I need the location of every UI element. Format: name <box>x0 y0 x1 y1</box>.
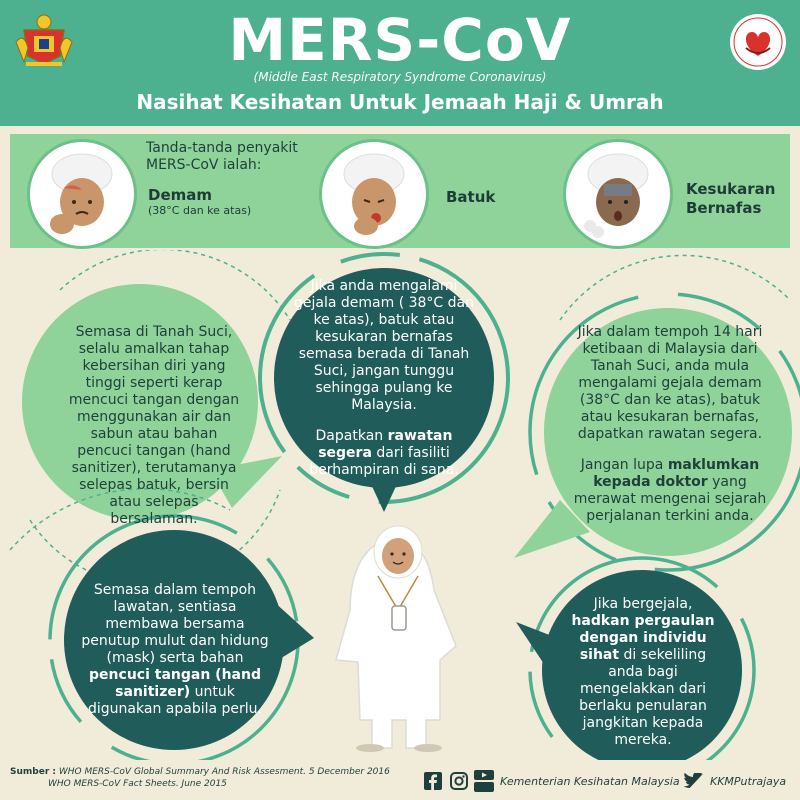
cough-face-icon <box>326 146 422 242</box>
symptom-breathing-label: Kesukaran Bernafas <box>686 180 776 217</box>
bubble-top-right-para-2-pre: Jangan lupa <box>580 457 668 473</box>
breathing-face-icon <box>570 146 666 242</box>
bubble-top-left-text: Semasa di Tanah Suci, selalu amalkan tahap kebersihan diri yang tinggi seperti kerap mencuci tangan dengan menggunakan air dan sabun atau bahan pencuci tangan (hand sanitizer), terutamanya selepas batuk, bersin atau selepas bersalaman. <box>68 324 240 527</box>
symptom-fever-note: (38°C dan ke atas) <box>148 204 252 217</box>
bubble-bottom-right-text <box>570 596 716 749</box>
page-tagline: Nasihat Kesihatan Untuk Jemaah Haji & Umrah <box>136 90 664 114</box>
symptom-fever-label: Demam <box>148 186 213 204</box>
facebook-page-name[interactable]: Kementerian Kesihatan Malaysia <box>500 775 680 788</box>
pilgrim-figure-icon <box>336 526 456 752</box>
bubble-bottom-left-text <box>80 582 270 718</box>
page-title: MERS-CoV <box>228 6 572 74</box>
instagram-icon[interactable] <box>450 772 468 790</box>
symptoms-intro: Tanda-tanda penyakit MERS-CoV ialah: <box>146 140 298 173</box>
twitter-icon[interactable] <box>684 773 704 789</box>
bubble-bottom-left-post: untuk digunakan apabila perlu. <box>88 684 262 717</box>
bubble-center-para-2-bold: rawatan segera <box>318 428 453 461</box>
bubble-bottom-right-post: di sekeliling anda bagi mengelakkan dari berlaku penularan jangkitan kepada mereka. <box>579 647 707 748</box>
source-1: WHO MERS-CoV Global Summary And Risk Assesment. 5 December 2016 <box>58 767 390 777</box>
fever-face-icon <box>34 146 130 242</box>
fever-illustration <box>30 142 134 246</box>
bubble-bottom-right-bold: hadkan pergaulan dengan individu sihat <box>571 613 715 663</box>
source-label: Sumber : <box>10 767 56 777</box>
bubble-center-para-2 <box>292 428 476 479</box>
page-subtitle: (Middle East Respiratory Syndrome Coronavirus) <box>253 70 547 84</box>
bubble-bottom-left-bold: pencuci tangan (hand sanitizer) <box>89 667 261 700</box>
bubble-top-right-para-2 <box>572 457 768 525</box>
bubble-center-text <box>292 278 476 493</box>
cough-illustration <box>322 142 426 246</box>
facebook-icon[interactable] <box>424 772 442 790</box>
bubble-center-para-1: Jika anda mengalami gejala demam ( 38°C dan ke atas), batuk atau kesukaran bernafas semasa berada di Tanah Suci, jangan tunggu sehingga pulang ke Malaysia. <box>294 278 474 413</box>
bubble-top-right-text <box>572 324 768 539</box>
bubble-top-right-para-2-bold: maklumkan kepada doktor <box>593 457 760 490</box>
bubble-bottom-left-pre: Semasa dalam tempoh lawatan, sentiasa membawa bersama penutup mulut dan hidung (mask) serta bahan <box>81 582 269 666</box>
ministry-logo-icon <box>728 12 788 72</box>
bubble-top-right-para-1: Jika dalam tempoh 14 hari ketibaan di Malaysia dari Tanah Suci, anda mula mengalami gejala demam (38°C dan ke atas), batuk atau kesukaran bernafas, dapatkan rawatan segera. <box>577 324 763 442</box>
bubble-top-right-para-2-post: yang merawat mengenai sejarah perjalanan terkini anda. <box>573 474 767 524</box>
breathing-illustration <box>566 142 670 246</box>
bubble-center-para-2-pre: Dapatkan <box>315 428 388 444</box>
twitter-handle[interactable]: KKMPutrajaya <box>710 775 787 788</box>
symptom-cough-label: Batuk <box>446 188 496 206</box>
bubble-center-para-2-post: dari fasiliti berhampiran di sana. <box>309 445 459 478</box>
youtube-icon[interactable] <box>474 770 494 792</box>
footer-sources <box>10 766 390 790</box>
source-2: WHO MERS-CoV Fact Sheets. June 2015 <box>48 779 227 789</box>
bubble-bottom-right-pre: Jika bergejala, <box>593 596 693 612</box>
